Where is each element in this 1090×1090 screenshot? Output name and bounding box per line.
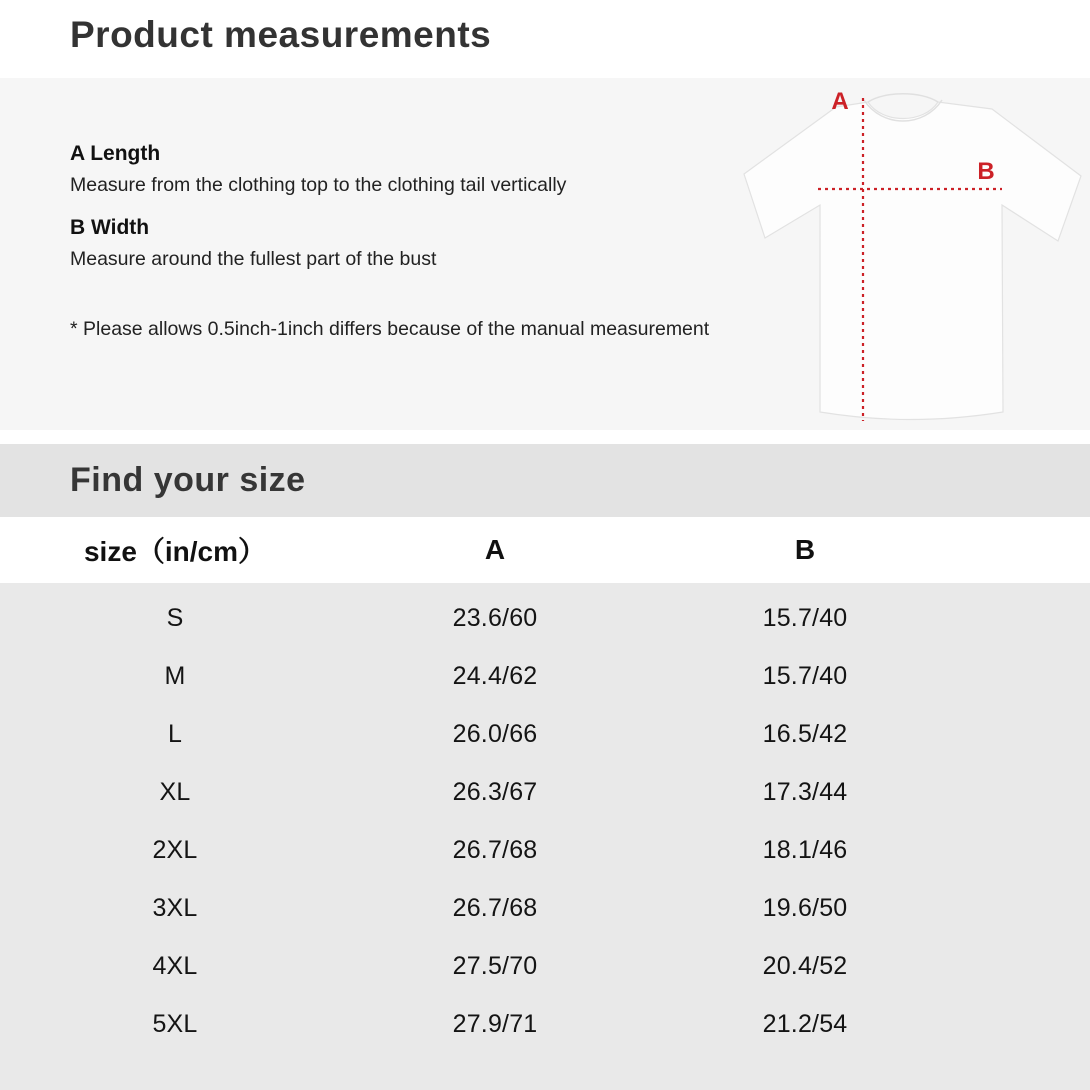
measure-b-description: Measure around the fullest part of the bust	[70, 248, 437, 270]
title-bar	[0, 0, 1090, 78]
measure-a-description: Measure from the clothing top to the clothing tail vertically	[70, 174, 567, 196]
measure-b-label: B Width	[70, 216, 150, 239]
table-row	[0, 763, 1090, 821]
diagram-label-a: A	[831, 88, 849, 115]
table-row	[0, 937, 1090, 995]
collar-line	[868, 94, 938, 102]
size-cell-label: 5XL	[152, 1009, 198, 1038]
size-cell-a: 26.7/68	[452, 835, 538, 864]
size-cell-a: 27.9/71	[452, 1009, 538, 1038]
size-cell-label: XL	[159, 777, 191, 806]
find-size-header	[0, 444, 1090, 517]
size-cell-label: 4XL	[152, 951, 198, 980]
header-b-column: B	[794, 534, 816, 565]
size-cell-b: 20.4/52	[762, 951, 848, 980]
table-row	[0, 589, 1090, 647]
diagram-label-b: B	[977, 158, 995, 185]
size-cell-label: M	[164, 661, 186, 690]
table-row	[0, 647, 1090, 705]
page-title: Product measurements	[70, 14, 492, 55]
size-cell-label: S	[166, 603, 184, 632]
measurement-disclaimer: * Please allows 0.5inch-1inch differs because of the manual measurement	[70, 318, 710, 340]
size-cell-label: 3XL	[152, 893, 198, 922]
table-row	[0, 705, 1090, 763]
size-cell-b: 15.7/40	[762, 661, 848, 690]
size-cell-a: 26.7/68	[452, 893, 538, 922]
size-cell-b: 18.1/46	[762, 835, 848, 864]
measure-a-label: A Length	[70, 142, 161, 165]
table-row	[0, 879, 1090, 937]
size-cell-b: 19.6/50	[762, 893, 848, 922]
size-cell-b: 21.2/54	[762, 1009, 848, 1038]
tshirt-measurement-diagram	[740, 78, 1090, 430]
find-size-title: Find your size	[70, 461, 306, 499]
size-cell-b: 17.3/44	[762, 777, 848, 806]
section-divider	[0, 430, 1090, 444]
size-cell-a: 24.4/62	[452, 661, 538, 690]
size-table-body	[0, 583, 1090, 1090]
header-size-column: size（in/cm）	[83, 536, 267, 567]
tshirt-diagram-svg	[740, 78, 1090, 430]
size-cell-b: 15.7/40	[762, 603, 848, 632]
table-row	[0, 995, 1090, 1053]
header-a-column: A	[484, 534, 506, 565]
measurement-info-section	[0, 78, 1090, 430]
size-cell-a: 27.5/70	[452, 951, 538, 980]
tshirt-shape	[744, 102, 1081, 420]
size-cell-a: 23.6/60	[452, 603, 538, 632]
table-row	[0, 821, 1090, 879]
size-cell-a: 26.0/66	[452, 719, 538, 748]
size-cell-label: 2XL	[152, 835, 198, 864]
size-cell-a: 26.3/67	[452, 777, 538, 806]
size-cell-label: L	[167, 719, 183, 748]
size-cell-b: 16.5/42	[762, 719, 848, 748]
size-table-header-row	[0, 517, 1090, 583]
